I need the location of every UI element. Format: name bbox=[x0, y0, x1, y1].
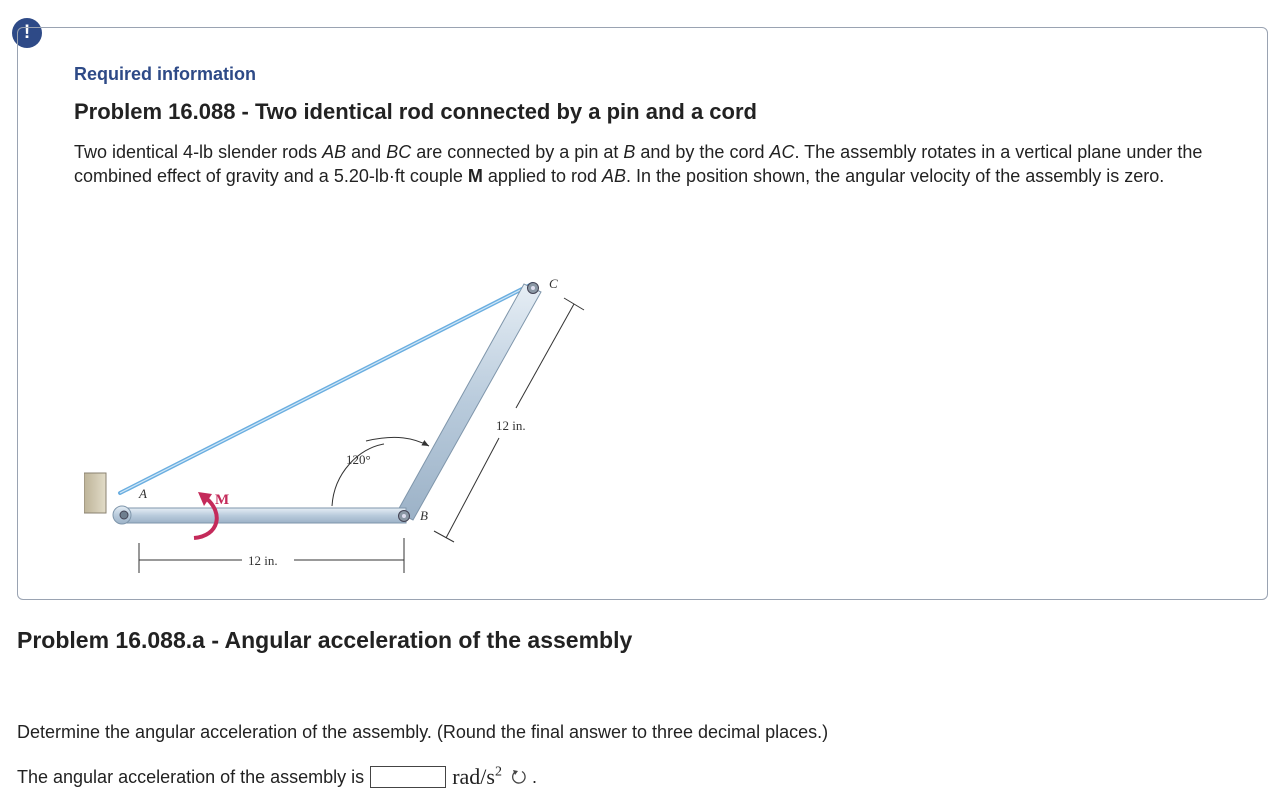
counterclockwise-rotation-icon bbox=[510, 768, 528, 786]
dimension-bc-label: 12 in. bbox=[496, 418, 526, 433]
answer-prompt: The angular acceleration of the assembly is bbox=[17, 766, 365, 787]
part-a-question: Determine the angular acceleration of the assembly. (Round the final answer to three decimal places.) bbox=[17, 722, 829, 742]
wall-support bbox=[84, 473, 106, 513]
rod-assembly-figure bbox=[84, 248, 644, 588]
pin-a bbox=[120, 511, 128, 519]
angle-label: 120° bbox=[346, 452, 371, 467]
label-b: B bbox=[420, 508, 428, 523]
required-info-alert-icon: ! bbox=[12, 18, 42, 48]
rod-ab bbox=[126, 508, 406, 523]
dimension-ab-label: 12 in. bbox=[248, 553, 278, 568]
problem-statement: Two identical 4-lb slender rods AB and BC are connected by a pin at B and by the cord AC. The assembly rotates in a vertical plane under the combined effect of gravity and a 5.20-lb·ft couple M applied to rod AB. In the position shown, the angular velocity of the assembly is zero. bbox=[74, 142, 1203, 186]
answer-row bbox=[17, 762, 537, 792]
period: . bbox=[531, 766, 537, 787]
required-info-heading: Required information bbox=[74, 64, 257, 84]
label-m: M bbox=[215, 492, 230, 508]
angular-acceleration-input[interactable] bbox=[370, 766, 446, 788]
required-info-panel bbox=[17, 27, 1268, 600]
problem-title: Problem 16.088 - Two identical rod connected by a pin and a cord bbox=[74, 99, 757, 124]
label-c: C bbox=[549, 276, 558, 291]
part-a-title: Problem 16.088.a - Angular acceleration of the assembly bbox=[17, 627, 633, 653]
dimension-bc-line bbox=[446, 438, 499, 538]
unit-label: rad/$s^2$ bbox=[452, 764, 502, 789]
label-a: A bbox=[139, 486, 147, 501]
